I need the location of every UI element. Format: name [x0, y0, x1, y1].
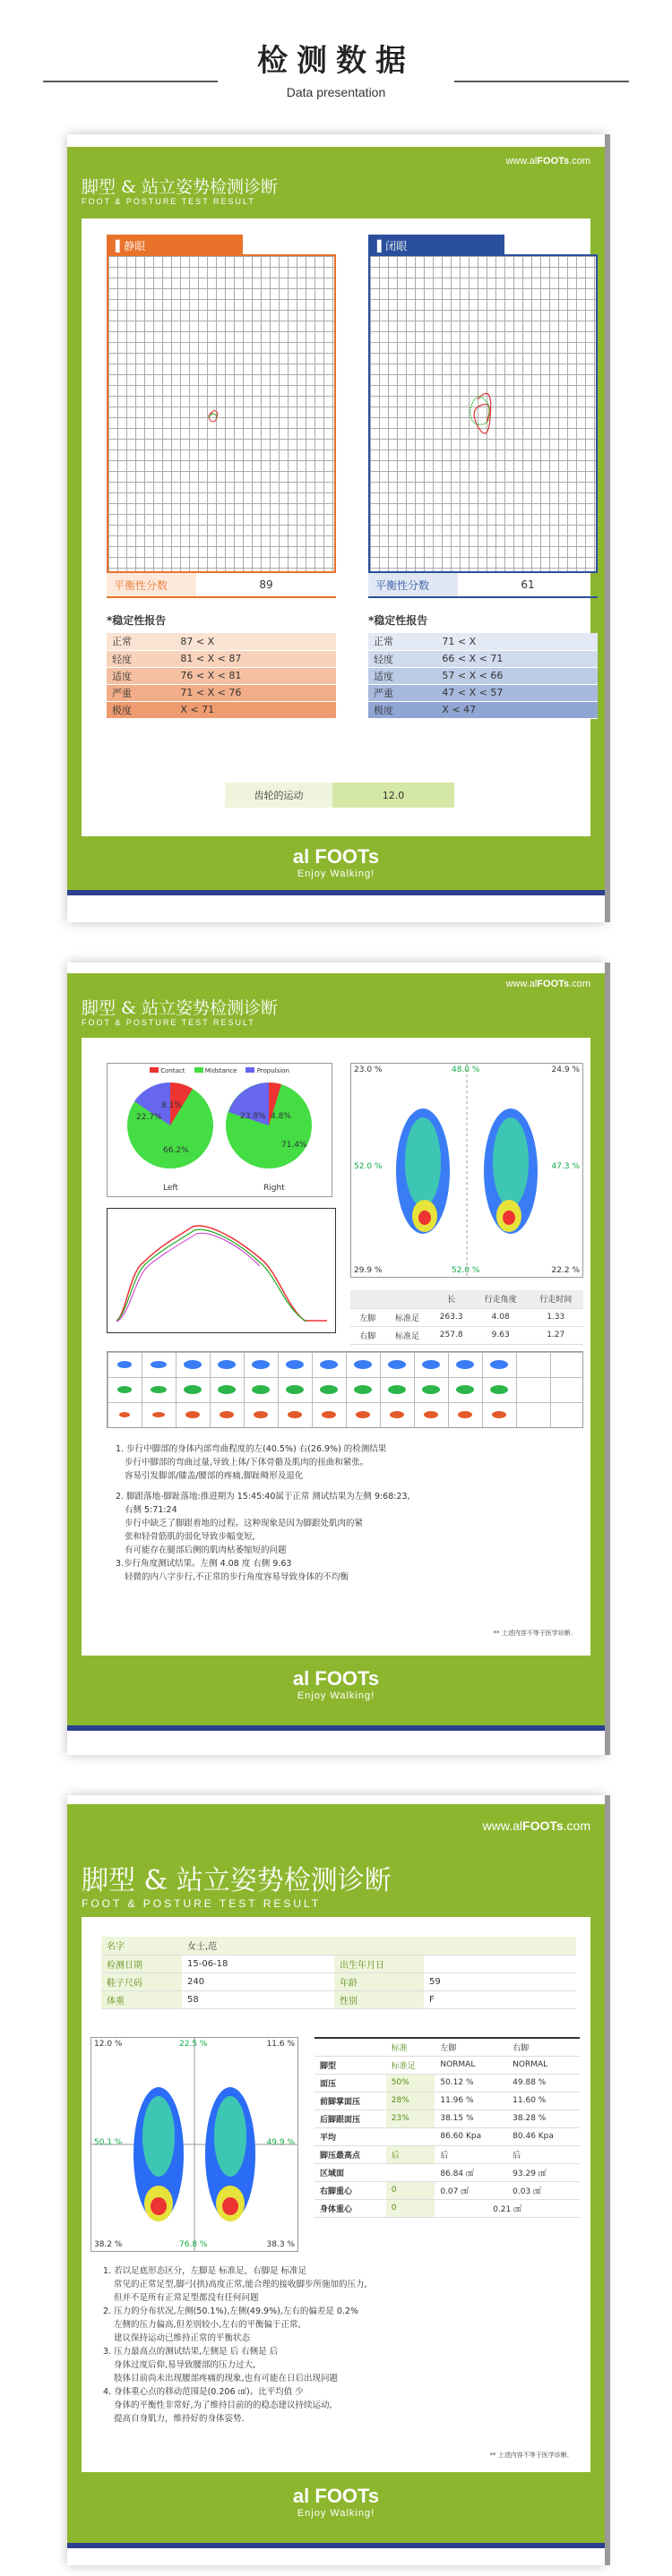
note-line: 容易引发脚部/膝盖/腰部的疼痛,脚趾畸形及退化	[125, 1471, 304, 1481]
card-bottom-bar	[67, 2543, 605, 2548]
section-subtitle: Data presentation	[286, 85, 386, 99]
gait-head	[350, 1290, 384, 1308]
metric-std: 标准足	[386, 2056, 435, 2074]
metric-key: 区域面	[314, 2163, 386, 2181]
metric-std: 50%	[386, 2074, 435, 2092]
note-line: 2. 脚跟落地-脚趾落地:推进期为 15:45:40属于正常 测试结果为左侧 9:68:23,	[116, 1492, 410, 1502]
note-line: 2. 压力的分布状况,左侧(50.1%),左侧(49.9%),左右的偏差是 0.2%	[103, 2306, 358, 2316]
sway-grid-open	[107, 254, 336, 573]
metric-right: 49.88 %	[507, 2074, 580, 2092]
balance-score-value-open: 89	[259, 578, 273, 591]
balance-panel	[82, 218, 590, 836]
metric-right: 80.46 Kpa	[507, 2127, 580, 2145]
brand-slogan: Enjoy Walking!	[297, 2508, 375, 2519]
gait-angle: 9.63	[473, 1326, 529, 1344]
wheel-motion	[225, 783, 454, 808]
report-title-cn: 脚型 & 站立姿势检测诊断	[82, 1865, 392, 1896]
stab-key: 正常	[107, 633, 175, 650]
wheel-value: 12.0	[332, 783, 454, 808]
stab-key: 轻度	[368, 650, 436, 667]
gait-footprint-strip	[107, 1351, 583, 1428]
gait-panel	[82, 1038, 590, 1656]
info-value: 女士,范	[182, 1937, 334, 1955]
stab-val: 76 < X < 81	[175, 667, 336, 684]
balance-score-value-closed: 61	[521, 578, 535, 591]
stab-val: 47 < X < 57	[436, 684, 598, 701]
stability-table-open	[107, 633, 336, 719]
brand-url[interactable]: www.alFOOTs.com	[505, 156, 590, 167]
stab-val: 66 < X < 71	[436, 650, 598, 667]
stab-key: 严重	[107, 684, 175, 701]
phase-pie-box	[107, 1063, 332, 1197]
foot-notes	[103, 2264, 569, 2426]
card-bottom-bar	[67, 890, 605, 895]
note-line: 建议保持运动已维持正常的平衡状态	[114, 2333, 251, 2343]
sway-trace-closed	[370, 256, 596, 571]
sway-grid-closed	[368, 254, 598, 573]
pressure-label: 22.2 %	[551, 1266, 580, 1275]
metric-right: 后	[507, 2145, 580, 2163]
brand-slogan: Enjoy Walking!	[297, 869, 375, 879]
foot-pressure-graphic	[351, 1064, 582, 1277]
metric-left: 38.15 %	[435, 2110, 507, 2127]
info-value	[424, 1937, 576, 1955]
card-green-bg	[67, 147, 605, 890]
force-curve	[107, 1208, 336, 1333]
balance-score-label-open: 平衡性分数	[107, 573, 196, 596]
brand-logo: al FOOTs Enjoy Walking!	[67, 845, 605, 879]
gait-table	[350, 1290, 583, 1345]
tab-open-eyes: ▌静眼	[107, 235, 243, 254]
note-line: 常见的正常足型,脚弓(拱)高度正常,能合理的接收脚步所施加的压力,	[114, 2280, 367, 2289]
balance-score-label-closed: 平衡性分数	[368, 573, 458, 596]
info-value: 15-06-18	[182, 1955, 334, 1973]
gait-head	[384, 1290, 429, 1308]
metric-key: 右脚重心	[314, 2181, 386, 2199]
info-key: 检测日期	[101, 1955, 182, 1973]
metric-right: NORMAL	[507, 2056, 580, 2074]
note-line: 右侧 5:71:24	[125, 1505, 177, 1515]
note-line: 轻微的内八字步行,不正常的步行角度容易导致身体的不均衡	[125, 1572, 349, 1582]
metric-right: 38.28 %	[507, 2110, 580, 2127]
legend-item: Contact	[150, 1067, 185, 1074]
pie-value: 22.7%	[136, 1113, 162, 1122]
pie-value: 4.8%	[271, 1112, 291, 1121]
pie-legend	[108, 1067, 332, 1074]
card-green-bg	[67, 973, 605, 1725]
tab-closed-eyes: ▌闭眼	[368, 235, 504, 254]
metric-std	[386, 2163, 435, 2181]
pressure-label: 22.5 %	[179, 2040, 208, 2049]
info-key: 体重	[101, 1990, 182, 2008]
info-value: 240	[182, 1973, 334, 1990]
pie-value: 66.2%	[163, 1146, 189, 1155]
note-line: 身体的平衡性非常好,为了维持目前的的稳态建议持续运动,	[114, 2401, 332, 2410]
foot-metrics	[314, 2037, 580, 2218]
gait-len: 257.8	[429, 1326, 472, 1344]
legend-item: Midstance	[194, 1067, 237, 1074]
metric-key: 身体重心	[314, 2199, 386, 2217]
metric-left: 50.12 %	[435, 2074, 507, 2092]
info-key: 年龄	[334, 1973, 424, 1990]
metric-left: 11.96 %	[435, 2092, 507, 2110]
stab-key: 极度	[107, 701, 175, 718]
pressure-label: 50.1 %	[94, 2138, 123, 2147]
gait-time: 1.33	[528, 1308, 583, 1326]
metric-left: 86.60 Kpa	[435, 2127, 507, 2145]
pie-value: 71.4%	[281, 1141, 307, 1150]
note-line: 张和轻骨筋肌的弱化导致步幅变短,	[125, 1532, 255, 1542]
note-line: 3.步行角度测试结果。左侧 4.08 度 右侧 9.63	[116, 1559, 292, 1569]
brand-slogan: Enjoy Walking!	[297, 1690, 375, 1701]
info-value: F	[424, 1990, 576, 2008]
note-line: 1. 步行中脚部的身体内部弯曲程度的左(40.5%) 右(26.9%) 的检测结果	[116, 1444, 387, 1454]
gait-head: 长	[429, 1290, 472, 1308]
info-value: 58	[182, 1990, 334, 2008]
divider-left	[43, 81, 218, 82]
pie-value: 8.1%	[161, 1101, 182, 1110]
metric-key: 脚压最高点	[314, 2145, 386, 2163]
metric-key: 平均	[314, 2127, 386, 2145]
pressure-label: 38.3 %	[266, 2240, 295, 2249]
force-curve-graphic	[108, 1209, 335, 1332]
metric-right: 0.03 ㎠	[507, 2181, 580, 2199]
report-card-foot	[67, 1795, 605, 2565]
note-line: 提高自身肌力，维持好的身体姿势.	[114, 2414, 245, 2424]
stability-report-open	[107, 612, 336, 719]
stab-key: 适度	[368, 667, 436, 684]
metric-left: NORMAL	[435, 2056, 507, 2074]
report-card-gait	[67, 963, 605, 1755]
pie-label-left: Left	[163, 1184, 178, 1193]
brand-logo: al FOOTs Enjoy Walking!	[67, 1667, 605, 1701]
metric-right: 93.29 ㎠	[507, 2163, 580, 2181]
stability-title-closed: *稳定性报告	[368, 614, 428, 627]
note-line: 肢体目前尚未出现腰部疼痛的现象,也有可能在日后出现问题	[114, 2374, 339, 2383]
footprint-frames	[108, 1352, 582, 1427]
static-pressure-map	[90, 2037, 298, 2252]
note-line: 身体过度后仰,易导致腰部的压力过大,	[114, 2360, 256, 2370]
stab-val: 71 < X < 76	[175, 684, 336, 701]
stability-report-closed	[368, 612, 598, 719]
metric-key: 后脚跟面压	[314, 2110, 386, 2127]
stab-key: 轻度	[107, 650, 175, 667]
gait-time: 1.27	[528, 1326, 583, 1344]
gait-angle: 4.08	[473, 1308, 529, 1326]
report-title-en: FOOT & POSTURE TEST RESULT	[82, 1897, 322, 1910]
stab-val: X < 47	[436, 701, 598, 718]
wheel-label: 齿轮的运动	[225, 783, 332, 808]
metric-left: 86.84 ㎠	[435, 2163, 507, 2181]
pie-value: 23.8%	[240, 1112, 266, 1121]
pressure-label: 47.3 %	[551, 1162, 580, 1171]
metric-key: 面压	[314, 2074, 386, 2092]
pressure-label: 12.0 %	[94, 2040, 123, 2049]
pressure-label: 49.9 %	[266, 2138, 295, 2147]
note-line: 左侧的压力偏高,但差别较小,左右的平衡偏于正常,	[114, 2320, 301, 2330]
pressure-label: 52.0 %	[452, 1266, 480, 1275]
stab-key: 适度	[107, 667, 175, 684]
pressure-label: 38.2 %	[94, 2240, 123, 2249]
metric-left: 后	[435, 2145, 507, 2163]
stab-val: 81 < X < 87	[175, 650, 336, 667]
report-title-en: FOOT & POSTURE TEST RESULT	[82, 1018, 255, 1027]
note-line: 但并不是所有正常足型都没有任何问题	[114, 2293, 259, 2303]
metric-std: 23%	[386, 2110, 435, 2127]
note-line: 步行中缺乏了脚跟着地的过程。这种现象是因为脚跟处肌肉的紧	[125, 1519, 364, 1528]
metric-std: 28%	[386, 2092, 435, 2110]
metric-head	[314, 2038, 386, 2056]
info-key: 鞋子尺码	[101, 1973, 182, 1990]
report-card-balance	[67, 134, 605, 922]
stab-val: X < 71	[175, 701, 336, 718]
stab-val: 71 < X	[436, 633, 598, 650]
section-header	[0, 36, 672, 99]
stab-key: 正常	[368, 633, 436, 650]
note-line: 有可能存在腿部后侧的肌肉枯萎缩短的问题	[125, 1545, 287, 1555]
metric-key: 脚型	[314, 2056, 386, 2074]
note-line: 3. 压力最高点的测试结果,左侧是 后 右侧是 后	[103, 2347, 279, 2357]
balance-score-open	[107, 573, 336, 598]
stab-key: 严重	[368, 684, 436, 701]
stab-val: 87 < X	[175, 633, 336, 650]
pressure-label: 76.8 %	[179, 2240, 208, 2249]
card-green-bg	[67, 1804, 605, 2543]
sway-trace-open	[108, 256, 334, 571]
pressure-label: 23.0 %	[354, 1065, 383, 1074]
disclaimer: ** 上述内容不等于医学诊断.	[489, 2452, 569, 2459]
stability-table-closed	[368, 633, 598, 719]
gait-head: 行走时间	[528, 1290, 583, 1308]
patient-info	[101, 1937, 576, 2009]
gait-side: 左脚	[350, 1308, 384, 1326]
info-key	[334, 1937, 424, 1955]
divider-right	[454, 81, 629, 82]
pressure-label: 24.9 %	[551, 1065, 580, 1074]
metric-std: 0	[386, 2181, 435, 2199]
metric-right: 11.60 %	[507, 2092, 580, 2110]
metric-std: 后	[386, 2145, 435, 2163]
gait-row	[350, 1308, 583, 1326]
metric-head: 右脚	[507, 2038, 580, 2056]
info-value	[424, 1955, 576, 1973]
section-title: 检测数据	[257, 43, 415, 79]
legend-item: Propulsion	[246, 1067, 289, 1074]
pie-charts	[108, 1076, 332, 1193]
pressure-label: 48.0 %	[452, 1065, 480, 1074]
report-title-en: FOOT & POSTURE TEST RESULT	[82, 197, 255, 206]
gait-head: 行走角度	[473, 1290, 529, 1308]
metric-both: 0.21 ㎠	[435, 2199, 580, 2217]
disclaimer: ** 上述内容不等于医学诊断.	[493, 1630, 573, 1637]
brand-url[interactable]: www.alFOOTs.com	[505, 979, 590, 989]
stability-title-open: *稳定性报告	[107, 614, 167, 627]
gait-type: 标准足	[384, 1308, 429, 1326]
metric-key: 前脚掌面压	[314, 2092, 386, 2110]
gait-side: 右脚	[350, 1326, 384, 1344]
gait-type: 标准足	[384, 1326, 429, 1344]
report-title-cn: 脚型 & 站立姿势检测诊断	[82, 177, 278, 197]
metric-head: 左脚	[435, 2038, 507, 2056]
metric-left: 0.07 ㎠	[435, 2181, 507, 2199]
brand-logo: al FOOTs Enjoy Walking!	[67, 2485, 605, 2519]
report-title-cn: 脚型 & 站立姿势检测诊断	[82, 998, 278, 1018]
gait-notes	[116, 1442, 564, 1584]
info-key: 性别	[334, 1990, 424, 2008]
note-line: 步行中脚部的弯曲过量,导致上体/下体骨骼及肌肉的扭曲和紧张。	[125, 1458, 369, 1468]
info-key: 名字	[101, 1937, 182, 1955]
balance-score-closed	[368, 573, 598, 598]
stab-val: 57 < X < 66	[436, 667, 598, 684]
pie-label-right: Right	[263, 1184, 285, 1193]
gait-len: 263.3	[429, 1308, 472, 1326]
info-value: 59	[424, 1973, 576, 1990]
foot-panel	[82, 1917, 590, 2472]
stab-key: 极度	[368, 701, 436, 718]
info-key: 出生年月日	[334, 1955, 424, 1973]
pressure-label: 29.9 %	[354, 1266, 383, 1275]
note-line: 4. 身体重心点的移动范围是(0.206 ㎠)。比平均值 少	[103, 2387, 304, 2397]
pressure-label: 52.0 %	[354, 1162, 383, 1171]
metric-std: 0	[386, 2199, 435, 2217]
brand-url[interactable]: www.alFOOTs.com	[482, 1819, 590, 1833]
metric-head: 标准	[386, 2038, 435, 2056]
pressure-label: 11.6 %	[266, 2040, 295, 2049]
card-bottom-bar	[67, 1725, 605, 1731]
gait-row	[350, 1326, 583, 1344]
note-line: 1. 若以足底形态区分，左脚是 标准足，右脚是 标准足	[103, 2266, 307, 2276]
metric-std	[386, 2127, 435, 2145]
pressure-map	[350, 1063, 583, 1278]
